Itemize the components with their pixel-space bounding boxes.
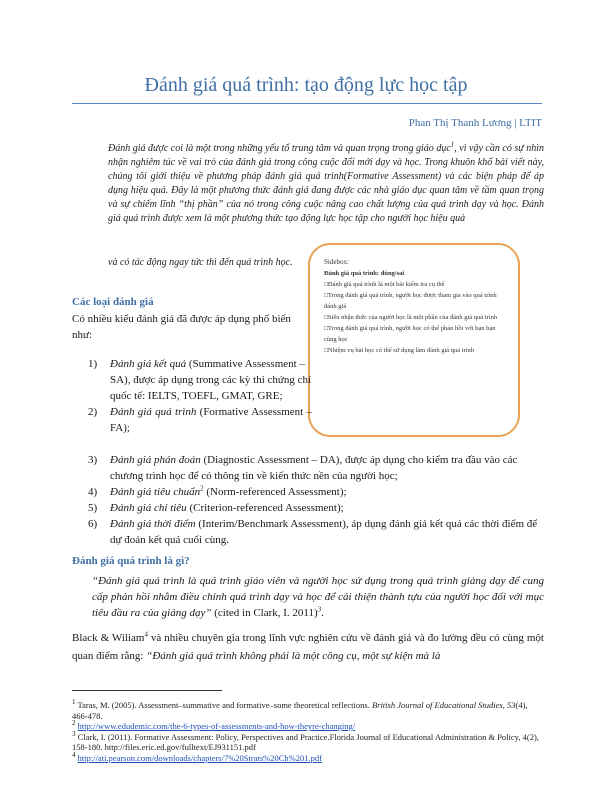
sidebox — [308, 243, 520, 437]
list-item: 4) Đánh giá tiêu chuẩn$^2$ (Norm-referenced Assessment); — [88, 484, 347, 498]
list-item: 6) Đánh giá thời điểm (Interim/Benchmark Assessment), áp dụng đánh giá kết quả các thời điểm để dự đoán kết quả cuối cùng. — [88, 518, 538, 546]
list-item: 3) Đánh giá phán đoán (Diagnostic Assessment – DA), được áp dụng cho kiểm tra đầu vào các chương trình học để có thông tin về kiến thức nền của người học; — [88, 454, 518, 482]
sidebox-item: □Siêu nhận thức của người học là một phần của đánh giá quá trình — [324, 314, 498, 321]
title-divider — [72, 103, 542, 104]
intro-tail: và có tác động ngay tức thì đến quá trình học. — [108, 257, 293, 268]
footnote-link[interactable]: http://www.edudemic.com/the-6-types-of-assessments-and-how-theyre-changing/ — [77, 721, 356, 731]
sidebox-item: □Nhiệm vụ bài học có thể sử dụng làm đánh giá quá trình — [324, 347, 475, 354]
footnotes — [72, 700, 542, 763]
sidebox-title: Sidebox: — [324, 258, 349, 266]
page-title: Đánh giá quá trình: tạo động lực học tập — [144, 74, 468, 96]
sidebox-heading: Đánh giá quá trình: đúng/sai — [324, 270, 405, 277]
footnote: $^4$ http://ati.pearson.com/downloads/chapters/7%20Strats%20Ch%201.pdf — [72, 750, 322, 763]
sidebox-item: □Trong đánh giá quá trình, người học được tham gia vào quá trình đánh giá — [324, 292, 497, 310]
section-heading-what: Đánh giá quá trình là gì? — [72, 555, 190, 567]
assessment-types-list — [80, 356, 312, 436]
definition-quote: “Đánh giá quá trình là quá trình giáo viên và người học sử dụng trong quá trình giảng dạy để cung cấp phản hồi nhằm điều chỉnh quá trình dạy và học để cải thiện thành tựu của người học đối với mục tiêu đầu ra của giảng dạy” (cited in Clark, I. 2011)$^3$. — [92, 575, 544, 619]
footnote: $^2$ http://www.edudemic.com/the-6-types-of-assessments-and-how-theyre-changing/ — [72, 719, 356, 731]
body-paragraph: Black & Wiliam$^4$ và nhiều chuyên gia trong lĩnh vực nghiên cứu về đánh giá và đo lường đều có cùng một quan điểm rằng: “Đánh giá quá trình không phải là một công cụ, một sự kiện mà là — [72, 630, 544, 662]
author-line: Phan Thị Thanh Lương | LTIT — [408, 117, 542, 129]
footnote: $^3$ Clark, I. (2011). Formative Assessment: Policy, Perspectives and Practice.Florida Journal of Educational Administration & Policy, 4(2), 158-180. http://files.eric.ed.gov/fulltext/EJ931151.pdf — [72, 729, 539, 752]
assessment-types-list-continued — [80, 452, 542, 548]
section-heading-types: Các loại đánh giá — [72, 296, 154, 308]
footnote-ref: 1 — [450, 140, 455, 149]
footnote-divider — [72, 690, 222, 691]
sidebox-item: □Đánh giá quá trình là một bài kiểm tra cụ thể — [324, 281, 445, 288]
list-item: 5) Đánh giá chỉ tiêu (Criterion-referenced Assessment); — [88, 502, 344, 514]
intro-text: Đánh giá được coi là một trong những yếu tố trung tâm và quan trọng trong giáo dục — [108, 143, 451, 154]
list-item: 2) Đánh giá quá trình (Formative Assessment – FA); — [88, 406, 312, 434]
intro-paragraph — [108, 142, 544, 226]
sidebox-item: □Trong đánh giá quá trình, người học có thể phản hồi với bạn bạn cùng học — [324, 325, 496, 343]
section-lead: Có nhiều kiểu đánh giá đã được áp dụng phổ biến như: — [72, 313, 291, 341]
footnote-link[interactable]: http://ati.pearson.com/downloads/chapters/7%20Strats%20Ch%201.pdf — [77, 752, 322, 763]
intro-text-rest: , vì vậy cần có sự nhìn nhận nghiêm túc về vai trò của đánh giá trong công cuộc đổi mới dạy và học. Trong khuôn khổ bài viết này, chúng tôi giới thiệu về phương pháp đánh giá quá trình(Formative Assessment) và các biện pháp để áp dụng hiệu quả. Đây là một phương thức đánh giá đang được các nhà giáo dục quan tâm về tầm quan trọng và sự chiếm lĩnh “thị phần” của nó trong công cuộc nâng cao chất lượng của quá trình dạy và học. Đánh giá quá trình được xem là một phương thức tạo động lực học tập cho người học hiệu quả — [108, 143, 544, 224]
list-item: 1) Đánh giá kết quả (Summative Assessment – SA), được áp dụng trong các kỳ thi chứng chỉ quốc tế: IELTS, TOEFL, GMAT, GRE; — [88, 358, 312, 402]
footnote: $^1$ Taras, M. (2005). Assessment–summative and formative–some theoretical reflections. British Journal of Educational Studies, 53(4), 466-478. — [72, 698, 528, 721]
